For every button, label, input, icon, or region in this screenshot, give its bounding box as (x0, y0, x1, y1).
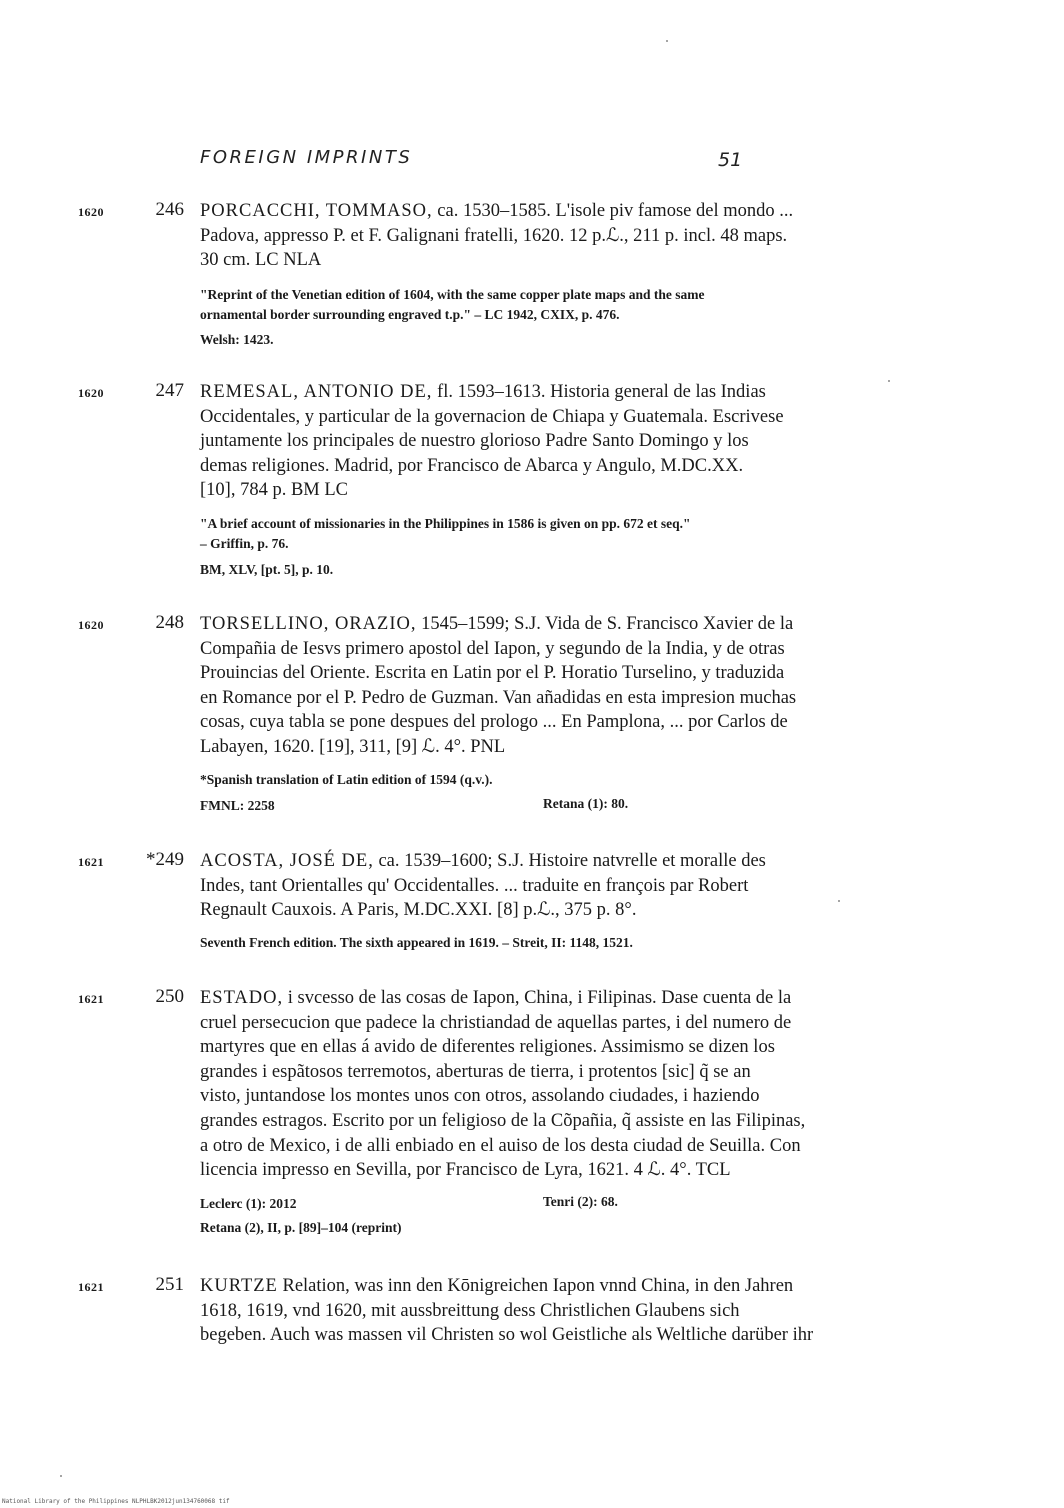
entry-note: Retana (2), II, p. [89]–104 (reprint) (200, 1220, 402, 1235)
entry-body (200, 1274, 872, 1348)
entry-note: "Reprint of the Venetian edition of 1604, with the same copper plate maps and the same ornamental border surrounding engraved t.p." – LC 1942, CXIX, p. 476. (200, 287, 705, 322)
entry-body (200, 612, 872, 760)
scan-speck (888, 380, 890, 382)
entry-year: 1620 (78, 205, 104, 219)
scan-footer: National Library of the Philippines NLPHLBK2012jun134760068 tif (2, 1498, 230, 1505)
entry-year: 1620 (78, 618, 104, 632)
page-number: 51 (718, 149, 743, 171)
entry-author: ESTADO, (200, 988, 284, 1008)
entry-year: 1621 (78, 1280, 104, 1294)
entry-body (200, 986, 872, 1183)
entry-note-secondary: Retana (1): 80. (543, 796, 629, 811)
entry-number: 246 (155, 199, 184, 220)
entry-author: REMESAL, ANTONIO DE, (200, 382, 433, 402)
entry-body (200, 849, 872, 923)
entry-note: *Spanish translation of Latin edition of 1594 (q.v.). (200, 772, 493, 787)
entry-text: fl. 1593–1613. Historia general de las Indias Occidentales, y particular de la governacion de Chiapa y Guatemala. Escrivese juntamente los principales de nuestro glorioso Padre Santo Domingo y los demas religiones. Madrid, por Francisco de Abarca y Angulo, M.DC.XX. [10], 784 p. BM LC (200, 382, 784, 501)
entry-text: 1545–1599; S.J. Vida de S. Francisco Xavier de la Compañia de Iesvs primero apostol del Iapon, y segundo de la India, y de otras Prouincias del Oriente. Escrita en Latin por el P. Horatio Turselino, y traduzida en Romance por el P. Pedro de Guzman. Van añadidas en esta impresion muchas cosas, cuya tabla se pone despues del prologo ... En Pamplona, ... por Carlos de Labayen, 1620. [19], 311, [9] ℒ. 4°. PNL (200, 614, 797, 757)
entry-text: Relation, was inn den Kōnigreichen Iapon vnnd China, in den Jahren 1618, 1619, vnd 1620, mit aussbreittung dess Christlichen Glaubens sich begeben. Auch was massen vil Christen so wol Geistliche als Weltliche darüber ihr (200, 1276, 814, 1346)
entry-number: *249 (146, 849, 184, 870)
scan-speck (60, 1475, 62, 1477)
entry-text: ca. 1539–1600; S.J. Histoire natvrelle et moralle des Indes, tant Orientalles qu' Occidentalles. ... traduite en françois par Robert Regnault Cauxois. A Paris, M.DC.XXI. [8] p.ℒ., 375 p. 8°. (200, 851, 766, 921)
entry-note: Welsh: 1423. (200, 332, 274, 347)
entry-text: ca. 1530–1585. L'isole piv famose del mondo ... Padova, appresso P. et F. Galignani fratelli, 1620. 12 p.ℒ., 211 p. incl. 48 maps. 30 cm. LC NLA (200, 201, 794, 271)
entry-number: 251 (155, 1274, 184, 1295)
entry-number: 247 (155, 380, 184, 401)
entry-note: BM, XLV, [pt. 5], p. 10. (200, 562, 334, 577)
entry-note: Seventh French edition. The sixth appeared in 1619. – Streit, II: 1148, 1521. (200, 935, 633, 950)
entry-year: 1621 (78, 855, 104, 869)
entry-body (200, 199, 872, 273)
entry-body (200, 380, 872, 503)
entry-author: PORCACCHI, TOMMASO, (200, 201, 433, 221)
entry-author: TORSELLINO, ORAZIO, (200, 614, 417, 634)
entry-note: "A brief account of missionaries in the Philippines in 1586 is given on pp. 672 et seq." – Griffin, p. 76. (200, 516, 691, 551)
entry-note: FMNL: 2258 (200, 798, 275, 813)
scan-speck (838, 900, 840, 902)
entry-note: Leclerc (1): 2012 (200, 1196, 297, 1211)
running-header-title: FOREIGN IMPRINTS (200, 147, 413, 168)
entry-number: 250 (155, 986, 184, 1007)
entry-number: 248 (155, 612, 184, 633)
scan-speck (666, 40, 668, 42)
entry-author: ACOSTA, JOSÉ DE, (200, 851, 374, 871)
entry-note-secondary: Tenri (2): 68. (543, 1194, 618, 1209)
entry-year: 1621 (78, 992, 104, 1006)
entry-year: 1620 (78, 386, 104, 400)
entry-author: KURTZE (200, 1276, 278, 1296)
entry-text: i svcesso de las cosas de Iapon, China, i Filipinas. Dase cuenta de la cruel persecucion que padece la christiandad de aquellas partes, i del numero de martyres que en ellas á avido de diferentes religiones. Assimismo se dizen los grandes i espãtosos terremotos, aberturas de tierra, i protentos [sic] q̃ se an visto, juntandose los montes unos con otros, assolando ciudades, i haziendo grandes estragos. Escrito por un feligioso de la Cõpañia, q̃ assiste en las Filipinas, a otro de Mexico, i de alli enbiado en el auiso de los desta ciudad de Seuilla. Con licencia impresso en Sevilla, por Francisco de Lyra, 1621. 4 ℒ. 4°. TCL (200, 988, 806, 1181)
